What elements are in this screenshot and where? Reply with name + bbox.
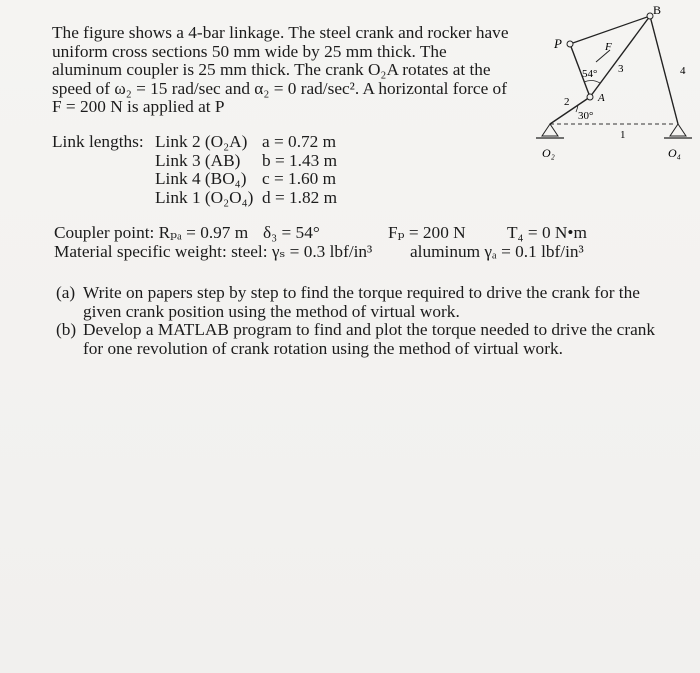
- coupler-top: [570, 16, 650, 44]
- parameter-row: [54, 224, 654, 243]
- problem-line-3: aluminum coupler is 25 mm thick. The crank O₂A rotates at the: [52, 60, 491, 80]
- linkage-diagram: [528, 2, 698, 192]
- problem-statement: [52, 24, 532, 117]
- question-text: Develop a MATLAB program to find and plot the torque needed to drive the crank for one revolution of crank rotation using the method of virtual work.: [83, 320, 656, 358]
- steel-weight: Material specific weight: steel: γₛ = 0.3 lbf/in³: [54, 241, 373, 261]
- angle-30: 30°: [578, 110, 594, 122]
- pin-p: [567, 41, 573, 47]
- torque-4: T₄ = 0 N•m: [507, 223, 587, 242]
- link-value: d = 1.82 m: [262, 187, 338, 207]
- label-4: 4: [680, 65, 686, 77]
- label-b: B: [653, 3, 662, 17]
- angle-54: 54°: [582, 68, 598, 80]
- angle-arc-54: [584, 81, 600, 83]
- parameter-row: [54, 243, 654, 262]
- label-3: 3: [618, 63, 624, 75]
- link-name: Link 3 (AB): [155, 150, 241, 170]
- link-name: Link 2 (O₂A): [155, 132, 248, 151]
- question-text: Write on papers step by step to find the torque required to drive the crank for the given crank position using the method of virtual work.: [83, 283, 640, 321]
- problem-line-1: The figure shows a 4-bar linkage. The steel crank and rocker have: [52, 23, 509, 42]
- parameters: [54, 224, 654, 261]
- label-f: F: [605, 41, 612, 53]
- problem-line-5: F = 200 N is applied at P: [52, 97, 225, 117]
- support-o4: [670, 124, 686, 136]
- label-o4: O₄: [668, 146, 681, 160]
- questions: [56, 284, 656, 358]
- question-b: [56, 321, 656, 358]
- aluminum-weight: aluminum γₐ = 0.1 lbf/in³: [410, 241, 584, 261]
- question-a: [56, 284, 656, 321]
- label-a: A: [598, 92, 605, 104]
- problem-line-2: uniform cross sections 50 mm wide by 25 mm thick. The: [52, 41, 447, 61]
- link-value: b = 1.43 m: [262, 150, 338, 170]
- force-p: Fₚ = 200 N: [388, 223, 466, 242]
- delta-3: δ₃ = 54°: [263, 223, 320, 242]
- link-name: Link 1 (O₂O₄): [155, 187, 254, 207]
- link-lengths-label: Link lengths:: [52, 132, 144, 151]
- pin-a: [587, 94, 593, 100]
- link-value: a = 0.72 m: [262, 132, 337, 151]
- question-tag: (a): [56, 283, 76, 302]
- rocker-link: [650, 16, 678, 124]
- coupler-point: Coupler point: Rₚₐ = 0.97 m: [54, 223, 249, 242]
- problem-line-4: speed of ω₂ = 15 rad/sec and α₂ = 0 rad/sec². A horizontal force of: [52, 78, 507, 98]
- link-value: c = 1.60 m: [262, 169, 337, 189]
- label-o2: O₂: [542, 146, 555, 160]
- support-o2: [542, 124, 558, 136]
- label-2: 2: [564, 96, 570, 108]
- question-tag: (b): [56, 320, 77, 340]
- label-1: 1: [620, 129, 626, 141]
- label-p: P: [554, 36, 562, 51]
- link-name: Link 4 (BO₄): [155, 169, 247, 189]
- coupler-link: [590, 16, 650, 97]
